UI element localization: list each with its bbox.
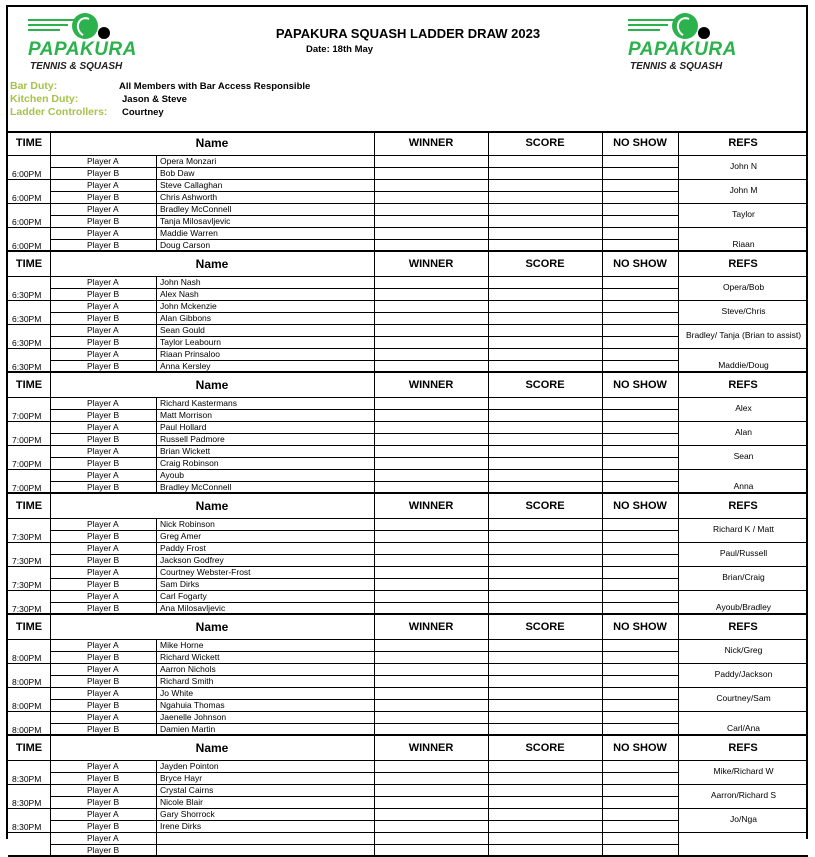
match-refs: Riaan (732, 239, 755, 249)
column-header-refs: REFS (728, 500, 758, 512)
player-b-name: Ngahuia Thomas (160, 700, 225, 710)
column-header-winner: WINNER (408, 379, 454, 391)
player-a-label: Player A (87, 422, 119, 432)
player-a-name: Paddy Frost (160, 543, 206, 553)
match-refs: Brian/Craig (722, 572, 765, 582)
match-block (8, 736, 808, 857)
logo-subtitle: TENNIS & SQUASH (630, 61, 723, 72)
column-header-time: TIME (15, 742, 43, 754)
player-a-name: Jayden Pointon (160, 761, 219, 771)
column-header-refs: REFS (728, 379, 758, 391)
player-b-name: Irene Dirks (160, 821, 202, 831)
column-header-refs: REFS (728, 137, 758, 149)
player-a-name: Mike Horne (160, 640, 204, 650)
column-header-no-show: NO SHOW (613, 621, 667, 633)
player-b-label: Player B (87, 845, 120, 855)
match-refs: Aarron/Richard S (710, 790, 777, 800)
column-header-winner: WINNER (408, 500, 454, 512)
column-header-score: SCORE (525, 500, 565, 512)
player-a-label: Player A (87, 664, 119, 674)
player-b-label: Player B (87, 724, 120, 734)
player-b-label: Player B (87, 700, 120, 710)
match-block (8, 373, 808, 494)
player-b-name: Bradley McConnell (160, 482, 232, 492)
player-a-name: Maddie Warren (160, 228, 218, 238)
player-b-name: Sam Dirks (160, 579, 200, 589)
player-a-label: Player A (87, 640, 119, 650)
match-block (8, 494, 808, 615)
match-time: 6:30PM (12, 314, 42, 324)
column-header-row (8, 373, 808, 398)
column-header-time: TIME (15, 137, 43, 149)
player-a-label: Player A (87, 301, 119, 311)
player-b-name: Jackson Godfrey (160, 555, 224, 565)
player-a-name: John Nash (160, 277, 201, 287)
match-refs: Jo/Nga (730, 814, 757, 824)
player-b-name: Nicole Blair (160, 797, 203, 807)
column-header-winner: WINNER (408, 258, 454, 270)
match-refs: Opera/Bob (722, 282, 765, 292)
player-a-name: Courtney Webster-Frost (160, 567, 251, 577)
player-a-name: Paul Hollard (160, 422, 207, 432)
match-refs: Sean (733, 451, 754, 461)
player-a-label: Player A (87, 785, 119, 795)
player-b-name: Damien Martin (160, 724, 216, 734)
player-b-label: Player B (87, 676, 120, 686)
match-time: 8:00PM (12, 677, 42, 687)
player-b-name: Ana Milosavljevic (160, 603, 226, 613)
match-time: 7:30PM (12, 604, 42, 614)
match-refs: Mike/Richard W (713, 766, 774, 776)
match-refs: Maddie/Doug (718, 360, 769, 370)
match-refs: John M (729, 185, 758, 195)
player-b-name: Chris Ashworth (160, 192, 218, 202)
match-time: 8:30PM (12, 774, 42, 784)
player-b-label: Player B (87, 773, 120, 783)
player-b-name: Tanja Milosavljevic (160, 216, 231, 226)
logo-subtitle: TENNIS & SQUASH (30, 61, 123, 72)
match-time: 8:30PM (12, 822, 42, 832)
match-block (8, 131, 808, 252)
match-time: 6:30PM (12, 290, 42, 300)
player-b-label: Player B (87, 168, 120, 178)
player-a-label: Player A (87, 833, 119, 843)
column-header-row (8, 252, 808, 277)
player-a-name: Opera Monzari (160, 156, 217, 166)
player-b-label: Player B (87, 313, 120, 323)
player-a-name: Jo White (160, 688, 194, 698)
player-a-label: Player A (87, 180, 119, 190)
player-a-label: Player A (87, 591, 119, 601)
match-time: 7:00PM (12, 411, 42, 421)
ladder-draw-sheet (6, 5, 808, 855)
player-b-label: Player B (87, 482, 120, 492)
column-header-name: Name (195, 257, 229, 271)
player-b-label: Player B (87, 289, 120, 299)
column-header-name: Name (195, 378, 229, 392)
match-refs: Courtney/Sam (716, 693, 771, 703)
player-b-label: Player B (87, 458, 120, 468)
column-header-refs: REFS (728, 258, 758, 270)
player-b-label: Player B (87, 192, 120, 202)
logo-name: PAPAKURA (28, 39, 137, 60)
column-header-winner: WINNER (408, 621, 454, 633)
column-header-winner: WINNER (408, 137, 454, 149)
match-time: 6:00PM (12, 169, 42, 179)
match-time: 8:00PM (12, 653, 42, 663)
bar-duty-label: Bar Duty: (10, 80, 58, 92)
player-b-name: Richard Smith (160, 676, 214, 686)
column-header-winner: WINNER (408, 742, 454, 754)
match-time: 8:00PM (12, 725, 42, 735)
player-a-name: Carl Fogarty (160, 591, 207, 601)
draw-date: Date: 18th May (306, 44, 374, 55)
match-refs: Steve/Chris (721, 306, 766, 316)
player-a-name: Riaan Prinsaloo (160, 349, 221, 359)
column-header-no-show: NO SHOW (613, 379, 667, 391)
column-header-no-show: NO SHOW (613, 742, 667, 754)
column-header-refs: REFS (728, 621, 758, 633)
club-logo-left (28, 13, 138, 75)
match-time: 8:00PM (12, 701, 42, 711)
column-header-time: TIME (15, 500, 43, 512)
match-time: 6:00PM (12, 241, 42, 251)
player-a-label: Player A (87, 228, 119, 238)
column-header-no-show: NO SHOW (613, 258, 667, 270)
column-header-row (8, 736, 808, 761)
player-b-name: Craig Robinson (160, 458, 219, 468)
player-a-label: Player A (87, 519, 119, 529)
player-a-label: Player A (87, 543, 119, 553)
player-b-name: Greg Amer (160, 531, 202, 541)
player-a-label: Player A (87, 277, 119, 287)
match-time: 7:30PM (12, 532, 42, 542)
player-b-name: Anna Kersley (160, 361, 211, 371)
match-refs: Anna (733, 481, 754, 491)
match-time: 8:30PM (12, 798, 42, 808)
match-refs: John N (730, 161, 757, 171)
ladder-controllers-value: Courtney (122, 107, 164, 118)
player-b-label: Player B (87, 531, 120, 541)
column-header-score: SCORE (525, 742, 565, 754)
player-b-name: Bryce Hayr (160, 773, 203, 783)
column-header-row (8, 494, 808, 519)
match-refs: Ayoub/Bradley (715, 602, 772, 612)
player-a-name: Richard Kastermans (160, 398, 238, 408)
player-b-name: Alan Gibbons (160, 313, 212, 323)
player-a-name: Nick Robinson (160, 519, 215, 529)
match-time: 6:30PM (12, 338, 42, 348)
match-time: 7:30PM (12, 556, 42, 566)
kitchen-duty-label: Kitchen Duty: (10, 93, 79, 105)
match-block (8, 615, 808, 736)
player-a-label: Player A (87, 325, 119, 335)
match-block (8, 252, 808, 373)
player-a-label: Player A (87, 204, 119, 214)
player-b-name: Russell Padmore (160, 434, 225, 444)
match-refs: Alex (735, 403, 752, 413)
player-b-label: Player B (87, 555, 120, 565)
match-time: 7:00PM (12, 459, 42, 469)
player-a-name: Ayoub (160, 470, 184, 480)
player-a-label: Player A (87, 349, 119, 359)
column-header-score: SCORE (525, 621, 565, 633)
match-refs: Taylor (732, 209, 755, 219)
player-a-label: Player A (87, 567, 119, 577)
column-header-score: SCORE (525, 137, 565, 149)
ladder-controllers-label: Ladder Controllers: (10, 106, 108, 118)
match-refs: Paddy/Jackson (714, 669, 773, 679)
player-a-name: John Mckenzie (160, 301, 217, 311)
column-header-time: TIME (15, 621, 43, 633)
match-time: 6:30PM (12, 362, 42, 372)
column-header-name: Name (195, 136, 229, 150)
player-a-label: Player A (87, 809, 119, 819)
match-refs: Paul/Russell (719, 548, 768, 558)
player-b-label: Player B (87, 797, 120, 807)
column-header-refs: REFS (728, 742, 758, 754)
player-a-name: Jaenelle Johnson (160, 712, 227, 722)
player-a-label: Player A (87, 156, 119, 166)
player-a-name: Aarron Nichols (160, 664, 216, 674)
player-a-name: Bradley McConnell (160, 204, 232, 214)
match-refs: Nick/Greg (724, 645, 763, 655)
player-b-label: Player B (87, 337, 120, 347)
match-refs: Richard K / Matt (713, 524, 774, 534)
player-b-label: Player B (87, 603, 120, 613)
player-b-label: Player B (87, 821, 120, 831)
player-b-label: Player B (87, 240, 120, 250)
player-b-name: Taylor Leabourn (160, 337, 221, 347)
player-b-name: Bob Daw (160, 168, 195, 178)
column-header-score: SCORE (525, 379, 565, 391)
player-a-name: Steve Callaghan (160, 180, 223, 190)
player-a-label: Player A (87, 712, 119, 722)
tennis-ball-icon (672, 13, 698, 39)
match-refs: Carl/Ana (726, 723, 761, 733)
player-b-name: Richard Wickett (160, 652, 220, 662)
player-b-name: Alex Nash (160, 289, 199, 299)
sheet-header (8, 7, 808, 133)
match-time: 7:00PM (12, 483, 42, 493)
column-header-no-show: NO SHOW (613, 137, 667, 149)
player-a-label: Player A (87, 470, 119, 480)
player-a-name: Gary Shorrock (160, 809, 215, 819)
column-header-time: TIME (15, 379, 43, 391)
player-a-name: Brian Wickett (160, 446, 211, 456)
player-a-label: Player A (87, 446, 119, 456)
player-a-label: Player A (87, 398, 119, 408)
squash-ball-icon (698, 27, 710, 39)
column-header-no-show: NO SHOW (613, 500, 667, 512)
column-header-row (8, 131, 808, 156)
player-a-label: Player A (87, 761, 119, 771)
player-b-label: Player B (87, 216, 120, 226)
kitchen-duty-value: Jason & Steve (122, 94, 187, 105)
player-b-name: Doug Carson (160, 240, 211, 250)
player-a-label: Player A (87, 688, 119, 698)
player-b-label: Player B (87, 579, 120, 589)
match-refs: Bradley/ Tanja (Brian to assist) (685, 330, 802, 340)
column-header-score: SCORE (525, 258, 565, 270)
match-time: 7:30PM (12, 580, 42, 590)
player-b-name: Matt Morrison (160, 410, 212, 420)
player-b-label: Player B (87, 410, 120, 420)
page-title: PAPAKURA SQUASH LADDER DRAW 2023 (275, 26, 541, 41)
bar-duty-value: All Members with Bar Access Responsible (119, 81, 311, 92)
column-header-row (8, 615, 808, 640)
match-time: 6:00PM (12, 217, 42, 227)
player-b-label: Player B (87, 361, 120, 371)
match-refs: Alan (734, 427, 752, 437)
column-header-time: TIME (15, 258, 43, 270)
player-b-label: Player B (87, 652, 120, 662)
match-time: 6:00PM (12, 193, 42, 203)
column-header-name: Name (195, 741, 229, 755)
column-header-name: Name (195, 499, 229, 513)
match-time: 7:00PM (12, 435, 42, 445)
player-b-label: Player B (87, 434, 120, 444)
logo-name: PAPAKURA (628, 39, 737, 60)
player-a-name: Crystal Cairns (160, 785, 214, 795)
club-logo-right (628, 13, 738, 75)
player-a-name: Sean Gould (160, 325, 205, 335)
column-header-name: Name (195, 620, 229, 634)
